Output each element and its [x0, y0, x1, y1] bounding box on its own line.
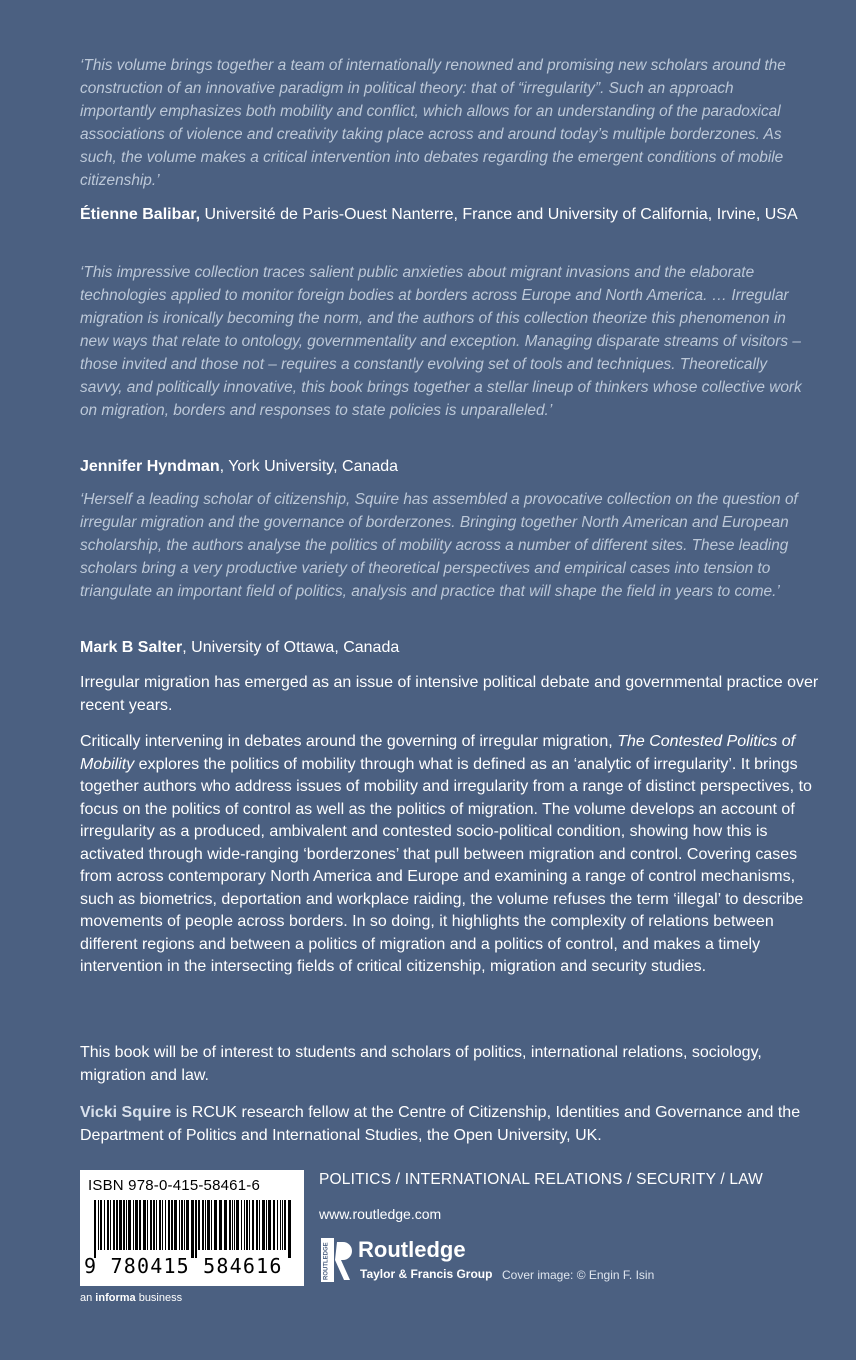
barcode-bar — [168, 1200, 170, 1250]
barcode-bar — [273, 1200, 275, 1250]
author-bio-text: is RCUK research fellow at the Centre of Citizenship, Identities and Governance and the Department of Politics and International Studies, the Open University, UK. — [80, 1104, 801, 1144]
barcode-bar — [282, 1200, 283, 1250]
barcode-bar — [119, 1200, 122, 1250]
informa-suffix: business — [135, 1292, 183, 1304]
barcode-bar — [179, 1200, 180, 1250]
barcode-bar — [174, 1200, 177, 1250]
barcode-bar — [266, 1200, 267, 1250]
barcode-bar — [277, 1200, 278, 1250]
barcode-bar — [104, 1200, 105, 1250]
barcode-bar — [229, 1200, 231, 1250]
barcode-bar — [234, 1200, 235, 1250]
barcode-bar — [219, 1200, 222, 1250]
barcode-bar — [159, 1200, 161, 1250]
barcode-bar — [186, 1200, 189, 1250]
barcode-bar — [128, 1200, 131, 1250]
description-text: explores the politics of mobility through what is defined as an ‘analytic of irregularity’. It brings together authors who address issues of mobility and irregularity from a range of distinct perspectives, to focus on the politics of control as well as the politics of migration. The volume develops an account of irregularity as a produced, ambivalent and contested socio-political condition, showing how this is activated through wide-ranging ‘borderzones’ that pull between migration and control. Covering cases from across contemporary North America and Europe and examining a range of control mechanisms, such as biometrics, deportation and workplace raiding, the volume refuses the term ‘illegal’ to describe movements of people across borders. In so doing, it highlights the complexity of relations between different regions and between a politics of migration and a politics of control, and makes a timely intervention in the intersecting fields of critical citizenship, migration and security studies. — [80, 755, 812, 975]
isbn-digits: 9 780415 584616 — [84, 1254, 283, 1278]
publisher-name: Routledge — [358, 1237, 466, 1262]
svg-text:ROUTLEDGE: ROUTLEDGE — [323, 1242, 330, 1280]
isbn-barcode-box — [80, 1170, 304, 1286]
barcode-bar — [133, 1200, 134, 1250]
book-title: The Contested Politics of Mobility — [80, 733, 796, 773]
barcode-bar — [107, 1200, 109, 1250]
description-paragraph-3: This book will be of interest to students and scholars of politics, international relations, sociology, migration and law. — [80, 1044, 762, 1084]
barcode-bar — [256, 1200, 258, 1250]
routledge-logo-icon — [319, 1236, 353, 1284]
barcode-bar — [181, 1200, 183, 1250]
barcode-bar — [171, 1200, 173, 1250]
endorser-name: Étienne Balibar, — [80, 206, 201, 223]
barcode-bar — [150, 1200, 152, 1250]
endorsement-attribution-hyndman — [80, 455, 820, 479]
informa-business-label — [80, 1292, 182, 1304]
description-paragraph-2 — [80, 731, 820, 979]
author-name: Vicki Squire — [80, 1104, 172, 1121]
endorsement-attribution-salter — [80, 636, 820, 660]
barcode-bar — [94, 1200, 96, 1258]
publisher-website: www.routledge.com — [319, 1206, 442, 1222]
barcode-bar — [205, 1200, 206, 1250]
barcode-bar — [184, 1200, 185, 1250]
barcode-bar — [147, 1200, 148, 1250]
description-text: Critically intervening in debates around the governing of irregular migration, — [80, 733, 618, 750]
barcode-bar — [110, 1200, 111, 1250]
barcode-bar — [198, 1200, 200, 1250]
endorser-affiliation: , York University, Canada — [219, 458, 399, 475]
barcode-icon — [94, 1200, 294, 1258]
barcode-bar — [280, 1200, 281, 1250]
barcode-bar — [241, 1200, 242, 1250]
barcode-bar — [262, 1200, 265, 1250]
barcode-bar — [288, 1200, 291, 1258]
description-paragraph-1: Irregular migration has emerged as an issue of intensive political debate and governmental practice over recent years. — [80, 674, 819, 714]
barcode-bar — [143, 1200, 146, 1250]
isbn-label: ISBN 978-0-415-58461-6 — [88, 1177, 261, 1194]
barcode-bar — [284, 1200, 286, 1250]
barcode-bar — [207, 1200, 210, 1250]
barcode-bar — [153, 1200, 155, 1250]
barcode-bar — [259, 1200, 260, 1250]
barcode-bar — [162, 1200, 163, 1250]
endorsement-quote-salter: ‘Herself a leading scholar of citizenship, Squire has assembled a provocative collection on the question of irregular migration and the governance of borderzones. Bringing together North American and European scholarship, the authors analyse the politics of mobility across a number of different sites. These leading scholars bring a very productive variety of theoretical perspectives and empirical cases into tension to triangulate an important field of politics, analysis and practice that will shape the field in years to come.’ — [80, 491, 798, 600]
endorsement-attribution-balibar — [80, 203, 820, 227]
barcode-bar — [139, 1200, 141, 1250]
barcode-bar — [232, 1200, 233, 1250]
endorser-affiliation: Université de Paris-Ouest Nanterre, France and University of California, Irvine, USA — [200, 206, 798, 223]
barcode-bar — [202, 1200, 204, 1250]
endorsement-quote-hyndman: ‘This impressive collection traces salient public anxieties about migrant invasions and the elaborate technologies applied to monitor foreign bodies at borders across Europe and North America. … Irregular migration is ironically becoming the norm, and the authors of this collection theorize this phenomenon in new ways that relate to ontology, governmentality and exception. Managing disparate streams of visitors – those invited and those not – requires a constantly evolving set of tools and techniques. Theoretically savvy, and politically innovative, this book brings together a stellar lineup of thinkers whose collective work on migration, borders and responses to state policies is unparalleled.’ — [80, 264, 802, 419]
barcode-bar — [268, 1200, 271, 1250]
barcode-bar — [165, 1200, 166, 1250]
barcode-bar — [156, 1200, 157, 1250]
endorser-name: Jennifer Hyndman — [80, 458, 220, 475]
informa-prefix: an — [80, 1292, 96, 1304]
barcode-bar — [116, 1200, 118, 1250]
cover-image-credit: Cover image: © Engin F. Isin — [502, 1268, 655, 1282]
barcode-bar — [214, 1200, 217, 1250]
barcode-bar — [113, 1200, 115, 1250]
barcode-bar — [195, 1200, 197, 1258]
author-bio — [80, 1102, 820, 1147]
subject-category: POLITICS / INTERNATIONAL RELATIONS / SECURITY / LAW — [319, 1171, 763, 1188]
barcode-bar — [191, 1200, 194, 1258]
barcode-bar — [244, 1200, 245, 1250]
barcode-bar — [249, 1200, 250, 1250]
barcode-bar — [252, 1200, 254, 1250]
barcode-bar — [135, 1200, 138, 1250]
publisher-group: Taylor & Francis Group — [360, 1267, 493, 1281]
endorser-name: Mark B Salter — [80, 639, 183, 656]
endorser-affiliation: , University of Ottawa, Canada — [182, 639, 400, 656]
barcode-bar — [224, 1200, 227, 1250]
barcode-bar — [126, 1200, 127, 1250]
barcode-bar — [246, 1200, 248, 1250]
informa-name: informa — [95, 1292, 136, 1304]
barcode-bar — [211, 1200, 212, 1250]
barcode-bar — [98, 1200, 99, 1250]
barcode-bar — [100, 1200, 102, 1250]
endorsement-quote-balibar: ‘This volume brings together a team of internationally renowned and promising new scholars around the construction of an innovative paradigm in political theory: that of “irregularity”. Such an approach importantly emphasizes both mobility and conflict, which allows for an understanding of the paradoxical associations of violence and creativity taking place across and around today’s multiple borderzones. As such, the volume makes a critical intervention into debates regarding the emergent conditions of mobile citizenship.’ — [80, 57, 786, 189]
barcode-bar — [123, 1200, 125, 1250]
barcode-bar — [236, 1200, 239, 1250]
